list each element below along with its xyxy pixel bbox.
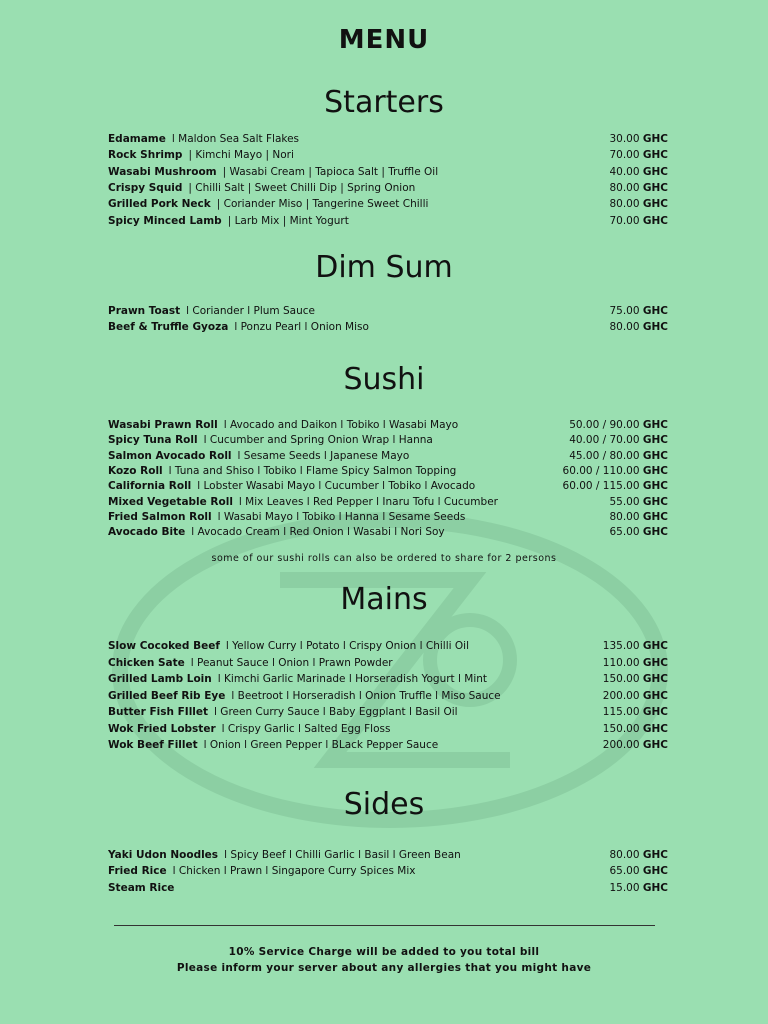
- menu-item: [108, 131, 668, 147]
- price-value: 80.00: [609, 321, 640, 334]
- item-price: [609, 131, 668, 147]
- price-value: 80.00: [609, 181, 640, 194]
- footer-divider: [114, 925, 655, 926]
- item-price: [609, 494, 668, 510]
- item-description: l Peanut Sauce l Onion l Prawn Powder: [190, 656, 393, 669]
- item-description: l Chicken l Prawn l Singapore Curry Spices Mix: [172, 865, 416, 878]
- item-name: Salmon Avocado Roll: [108, 449, 232, 462]
- price-value: 40.00: [609, 165, 640, 178]
- menu-item: [108, 196, 668, 212]
- menu-item: [108, 164, 668, 180]
- price-value: 135.00: [602, 640, 640, 652]
- price-value: 65.00: [609, 526, 640, 539]
- menu-item: [108, 638, 668, 654]
- price-value: 150.00: [602, 673, 640, 685]
- item-description: l Yellow Curry l Potato l Crispy Onion l Chilli Oil: [225, 640, 469, 652]
- section-title-sushi: Sushi: [343, 362, 425, 397]
- price-value: 80.00: [609, 198, 640, 211]
- menu-item: [108, 721, 668, 737]
- price-currency: GHC: [642, 133, 668, 145]
- item-description: l Spicy Beef l Chilli Garlic l Basil l Green Bean: [224, 849, 461, 861]
- price-value: 60.00 / 115.00: [562, 480, 640, 493]
- item-description: l Cucumber and Spring Onion Wrap l Hanna: [203, 434, 433, 447]
- menu-item: [108, 509, 668, 525]
- price-value: 60.00 / 110.00: [562, 464, 640, 477]
- section-title-dimsum: Dim Sum: [315, 250, 453, 285]
- item-name: Wasabi Prawn Roll: [108, 419, 218, 431]
- item-description: | Chilli Salt | Sweet Chilli Dip | Spring Onion: [188, 181, 416, 194]
- item-description: l Tuna and Shiso l Tobiko l Flame Spicy Salmon Topping: [168, 464, 457, 477]
- menu-item: [108, 180, 668, 196]
- price-currency: GHC: [642, 434, 668, 447]
- price-currency: GHC: [642, 305, 668, 317]
- item-description: l Avocado and Daikon l Tobiko l Wasabi Mayo: [223, 419, 459, 431]
- price-value: 200.00: [602, 739, 640, 751]
- menu-item: [108, 463, 668, 479]
- item-price: [609, 164, 668, 180]
- item-price: [563, 463, 668, 479]
- price-currency: GHC: [642, 449, 668, 462]
- item-description: l Wasabi Mayo l Tobiko l Hanna l Sesame Seeds: [217, 510, 466, 523]
- item-price: [609, 196, 668, 212]
- item-description: l Kimchi Garlic Marinade l Horseradish Yogurt l Mint: [217, 673, 488, 685]
- menu-item: [108, 319, 668, 335]
- menu-item: [108, 417, 668, 433]
- price-currency: GHC: [642, 149, 668, 162]
- item-name: Beef & Truffle Gyoza: [108, 321, 229, 334]
- item-name: California Roll: [108, 480, 192, 493]
- item-price: [609, 880, 668, 896]
- item-description: l Ponzu Pearl l Onion Miso: [234, 321, 369, 334]
- item-price: [609, 863, 668, 879]
- section-title-sides: Sides: [343, 787, 425, 822]
- item-price: [563, 478, 668, 494]
- price-value: 70.00: [609, 149, 640, 162]
- item-name: Wok Fried Lobster: [108, 722, 216, 735]
- item-price: [609, 213, 668, 229]
- item-description: l Crispy Garlic l Salted Egg Floss: [221, 722, 391, 735]
- price-currency: GHC: [642, 640, 668, 652]
- price-currency: GHC: [642, 706, 668, 718]
- menu-item: [108, 688, 668, 704]
- price-value: 75.00: [609, 305, 640, 317]
- price-currency: GHC: [642, 739, 668, 751]
- price-value: 45.00 / 80.00: [569, 449, 640, 462]
- item-price: [609, 319, 668, 335]
- price-currency: GHC: [642, 673, 668, 685]
- price-currency: GHC: [642, 849, 668, 861]
- menu-item: [108, 671, 668, 687]
- item-name: Crispy Squid: [108, 181, 183, 194]
- menu-item: [108, 494, 668, 510]
- item-name: Rock Shrimp: [108, 149, 183, 162]
- item-price: [609, 847, 668, 863]
- item-description: | Wasabi Cream | Tapioca Salt | Truffle Oil: [222, 165, 439, 178]
- item-description: l Green Curry Sauce l Baby Eggplant l Basil Oil: [214, 706, 458, 718]
- item-name: Mixed Vegetable Roll: [108, 495, 233, 508]
- price-value: 55.00: [609, 495, 640, 508]
- menu-item: [108, 880, 668, 896]
- menu-item: [108, 478, 668, 494]
- item-name: Wok Beef Fillet: [108, 739, 198, 751]
- item-name: Steam Rice: [108, 881, 175, 894]
- item-description: l Maldon Sea Salt Flakes: [171, 133, 300, 145]
- section-title-starters: Starters: [324, 85, 444, 120]
- price-currency: GHC: [642, 165, 668, 178]
- item-price: [609, 524, 668, 540]
- item-price: [603, 655, 668, 671]
- price-currency: GHC: [642, 722, 668, 735]
- price-value: 50.00 / 90.00: [569, 419, 640, 431]
- section-title-mains: Mains: [340, 582, 428, 617]
- price-currency: GHC: [642, 881, 668, 894]
- price-currency: GHC: [642, 495, 668, 508]
- item-description: | Coriander Miso | Tangerine Sweet Chilli: [216, 198, 429, 211]
- price-value: 80.00: [609, 849, 640, 861]
- sushi-share-note: some of our sushi rolls can also be ordered to share for 2 persons: [211, 553, 557, 564]
- item-name: Wasabi Mushroom: [108, 165, 217, 178]
- item-name: Chicken Sate: [108, 656, 185, 669]
- item-description: l Lobster Wasabi Mayo l Cucumber l Tobiko l Avocado: [197, 480, 476, 493]
- item-description: l Mix Leaves l Red Pepper l Inaru Tofu l Cucumber: [238, 495, 498, 508]
- price-value: 70.00: [609, 214, 640, 227]
- price-value: 65.00: [609, 865, 640, 878]
- price-currency: GHC: [642, 419, 668, 431]
- item-name: Fried Salmon Roll: [108, 510, 212, 523]
- item-name: Grilled Lamb Loin: [108, 673, 212, 685]
- item-price: [603, 721, 668, 737]
- item-price: [603, 638, 668, 654]
- item-name: Prawn Toast: [108, 305, 181, 317]
- price-currency: GHC: [642, 321, 668, 334]
- item-description: | Larb Mix | Mint Yogurt: [227, 214, 349, 227]
- menu-item: [108, 524, 668, 540]
- item-price: [603, 671, 668, 687]
- item-price: [609, 509, 668, 525]
- allergy-note: Please inform your server about any allergies that you might have: [176, 962, 592, 974]
- menu-item: [108, 847, 668, 863]
- menu-item: [108, 655, 668, 671]
- item-name: Yaki Udon Noodles: [108, 849, 219, 861]
- price-value: 80.00: [609, 510, 640, 523]
- item-price: [569, 417, 668, 433]
- item-price: [609, 147, 668, 163]
- item-description: l Beetroot l Horseradish l Onion Truffle l Miso Sauce: [231, 689, 501, 702]
- menu-item: [108, 863, 668, 879]
- menu-item: [108, 213, 668, 229]
- item-price: [603, 704, 668, 720]
- menu-item: [108, 737, 668, 753]
- item-name: Grilled Beef Rib Eye: [108, 689, 226, 702]
- item-name: Edamame: [108, 133, 166, 145]
- item-description: l Sesame Seeds l Japanese Mayo: [237, 449, 410, 462]
- item-name: Spicy Tuna Roll: [108, 434, 198, 447]
- item-description: l Coriander l Plum Sauce: [186, 305, 315, 317]
- item-name: Kozo Roll: [108, 464, 163, 477]
- price-value: 30.00: [609, 133, 640, 145]
- price-currency: GHC: [642, 656, 668, 669]
- price-value: 200.00: [602, 689, 640, 702]
- price-value: 110.00: [602, 656, 640, 669]
- service-charge-note: 10% Service Charge will be added to you total bill: [228, 946, 540, 958]
- menu-item: [108, 147, 668, 163]
- menu-item: [108, 448, 668, 464]
- menu-item: [108, 432, 668, 448]
- item-price: [569, 448, 668, 464]
- price-value: 40.00 / 70.00: [569, 434, 640, 447]
- price-currency: GHC: [642, 198, 668, 211]
- item-name: Fried Rice: [108, 865, 167, 878]
- price-currency: GHC: [642, 526, 668, 539]
- item-name: Butter Fish FIllet: [108, 706, 209, 718]
- item-description: l Avocado Cream l Red Onion l Wasabi l Nori Soy: [191, 526, 445, 539]
- item-price: [603, 688, 668, 704]
- item-name: Grilled Pork Neck: [108, 198, 211, 211]
- item-description: l Onion l Green Pepper l BLack Pepper Sauce: [203, 739, 439, 751]
- item-name: Spicy Minced Lamb: [108, 214, 222, 227]
- price-currency: GHC: [642, 689, 668, 702]
- menu-title: MENU: [338, 25, 430, 55]
- price-value: 150.00: [602, 722, 640, 735]
- item-name: Avocado Bite: [108, 526, 186, 539]
- price-currency: GHC: [642, 464, 668, 477]
- menu-item: [108, 704, 668, 720]
- price-value: 115.00: [602, 706, 640, 718]
- price-currency: GHC: [642, 865, 668, 878]
- price-currency: GHC: [642, 480, 668, 493]
- item-price: [609, 303, 668, 319]
- price-currency: GHC: [642, 181, 668, 194]
- price-currency: GHC: [642, 510, 668, 523]
- price-value: 15.00: [609, 881, 640, 894]
- item-price: [603, 737, 668, 753]
- price-currency: GHC: [642, 214, 668, 227]
- item-price: [569, 432, 668, 448]
- menu-item: [108, 303, 668, 319]
- item-price: [609, 180, 668, 196]
- item-description: | Kimchi Mayo | Nori: [188, 149, 294, 162]
- item-name: Slow Cocoked Beef: [108, 640, 220, 652]
